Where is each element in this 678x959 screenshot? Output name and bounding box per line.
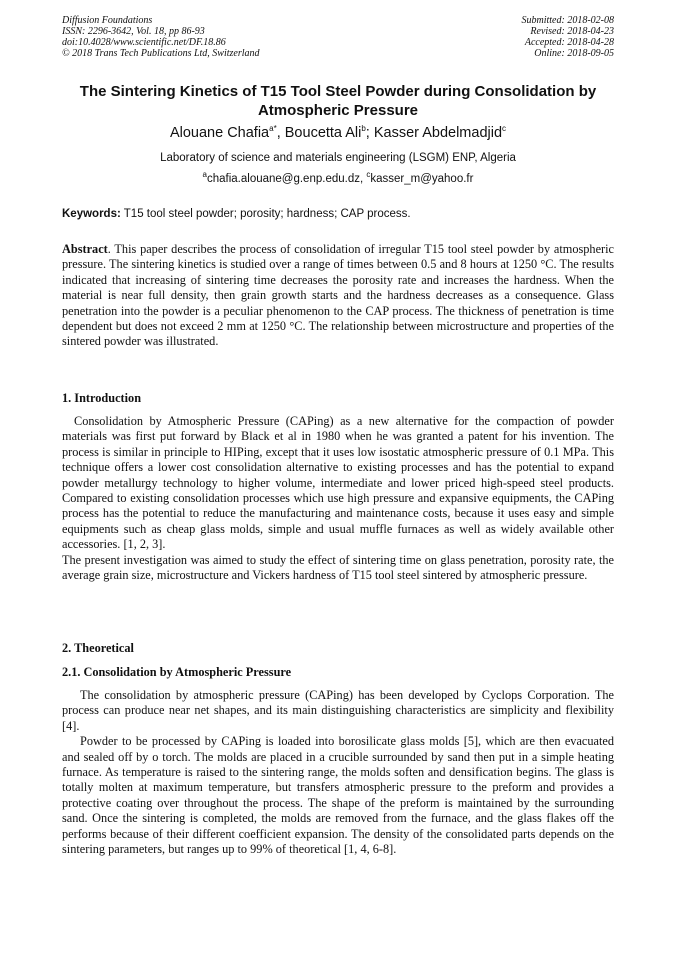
author-2-affil: b	[361, 124, 366, 134]
section-1-heading: 1. Introduction	[62, 391, 142, 405]
journal-name: Diffusion Foundations	[62, 15, 153, 26]
paper-title: The Sintering Kinetics of T15 Tool Steel Powder during Consolidation by Atmospheric Pressure	[79, 83, 597, 119]
author-1: Alouane Chafia	[169, 125, 270, 141]
section-2-heading: 2. Theoretical	[62, 641, 134, 655]
email-a: chafia.alouane@g.enp.edu.dz,	[206, 173, 367, 185]
author-3-affil: c	[502, 124, 507, 134]
theory-paragraph-2: Powder to be processed by CAPing is loaded into borosilicate glass molds [5], which are then evacuated and sealed off by o torch. The molds are placed in a crucible surrounded by sand then put in a simple heating furnace. As temperature is raised to the sintering range, the molds soften and densification begins. The glass is totally molten at maximum temperature, but transfers atmospheric pressure to the preform and provides a protective coating over throughout the process. The shape of the preform is maintained by the surrounding sand. Once the sintering is completed, the molds are removed from the furnace, and the glass flakes off the performs because of their different coefficient expansion. The density of the consolidated parts depends on the sintering parameters, but ranges up to 99% of theoretical [1, 4, 6-8].	[62, 734, 614, 857]
author-1-affil: a*	[269, 124, 277, 134]
intro-paragraph-1: Consolidation by Atmospheric Pressure (CAPing) as a new alternative for the compaction of powder materials was first put forward by Black et al in 1980 when he was granted a patent for his invention. The process is similar in principle to HIPing, except that it uses low isostatic atmospheric pressure of 0.1 MPa. This technique offers a lower cost consolidation alternative to existing processes and has the potential to expand powder metallurgy technology to higher volume, intermediate and lower priced high-speed steel products. Compared to existing consolidation processes which use high pressure and expansive equipments, the CAPing process has the potential to reduce the manufacturing and maintenance costs, because it uses easy and simple equipments such as cheap glass molds, simple and usual muffle furnaces as well as widely available other accessories. [1, 2, 3].	[62, 414, 614, 552]
author-3: Kasser Abdelmadjid	[373, 125, 503, 141]
journal-doi: doi:10.4028/www.scientific.net/DF.18.86	[62, 37, 226, 48]
date-accepted: Accepted: 2018-04-28	[524, 37, 614, 48]
date-online: Online: 2018-09-05	[534, 48, 614, 59]
date-revised: Revised: 2018-04-23	[530, 26, 614, 37]
journal-copyright: © 2018 Trans Tech Publications Ltd, Switzerland	[62, 48, 260, 59]
date-submitted: Submitted: 2018-02-08	[521, 15, 614, 26]
keywords-label: Keywords:	[62, 208, 121, 220]
keywords-text: T15 tool steel powder; porosity; hardness; CAP process.	[120, 208, 411, 220]
abstract-label: Abstract	[62, 242, 108, 256]
submission-dates	[522, 15, 615, 59]
journal-info	[62, 15, 260, 59]
author-emails: $^a$chafia.alouane@g.enp.edu.dz, $^c$kasser_m@yahoo.fr	[202, 170, 474, 185]
affiliation: Laboratory of science and materials engineering (LSGM) ENP, Algeria	[160, 152, 516, 164]
abstract-text: . This paper describes the process of consolidation of irregular T15 tool steel powder by atmospheric pressure. The sintering kinetics is studied over a range of times between 0.5 and 8 hours at 1250 °C. The results indicated that increasing of sintering time decreases the porosity rate and increases the hardness. When the material is near full density, then grain growth starts and the hardness decreases as a consequence. Glass penetration into the powder is a peculiar phenomenon to the CAP process. The thickness of penetration is time dependent but does not exceed 2 mm at 1250 °C. The relationship between microstructure and properties of the sintered powder was illustrated.	[62, 242, 614, 349]
journal-issn: ISSN: 2296-3642, Vol. 18, pp 86-93	[62, 26, 205, 37]
abstract	[62, 242, 614, 350]
section-2-body	[62, 688, 614, 857]
email-c: kasser_m@yahoo.fr	[370, 173, 474, 185]
author-2: Boucetta Ali	[284, 125, 362, 141]
section-2-1-heading: 2.1. Consolidation by Atmospheric Pressure	[62, 665, 292, 679]
keywords	[62, 207, 614, 221]
theory-paragraph-1: The consolidation by atmospheric pressure (CAPing) has been developed by Cyclops Corporation. The process can produce near net shapes, and its main distinguishing characteristics are simplicity and flexibility [4].	[62, 688, 614, 733]
author-list: Alouane Chafia$^{a*}$, Boucetta Ali$^b$; Kasser Abdelmadjid$^c$	[169, 124, 507, 141]
section-1-body	[62, 414, 614, 583]
intro-paragraph-2: The present investigation was aimed to study the effect of sintering time on glass penetration, porosity rate, the average grain size, microstructure and Vickers hardness of T15 tool steel sintered by atmospheric pressure.	[62, 552, 614, 583]
